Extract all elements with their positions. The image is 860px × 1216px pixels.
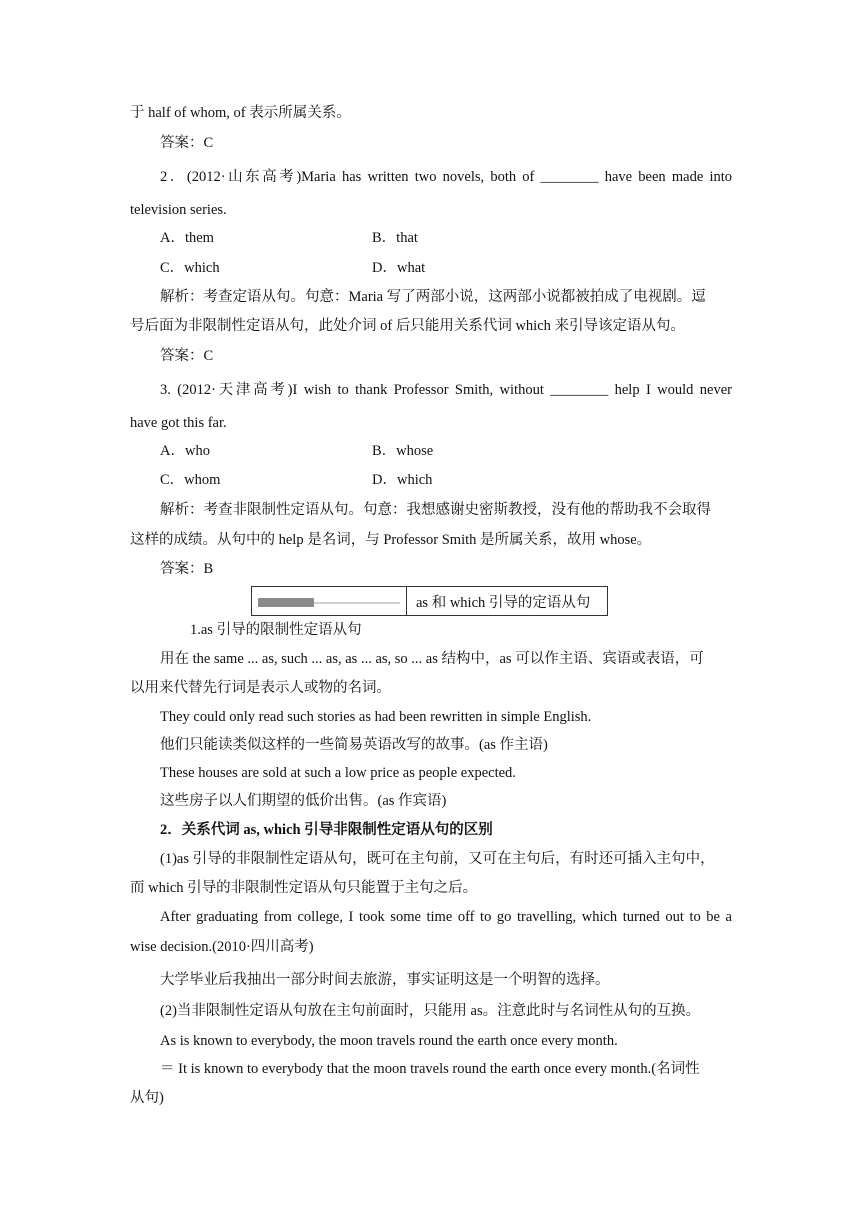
q3-explanation-2: 这样的成绩。从句中的 help 是名词，与 Professor Smith 是所属关系，故用 whose。 <box>130 532 652 548</box>
text-line: 于 half of whom, of 表示所属关系。 <box>130 105 351 121</box>
section-2-para-1a: (1)as 引导的非限制性定语从句，既可在主句前，又可在主句后，有时还可插入主句中， <box>160 851 715 867</box>
section-2-para-1b: 而 which 引导的非限制性定语从句只能置于主句之后。 <box>130 880 478 896</box>
knowledge-point-icon <box>258 598 314 607</box>
example-sentence: They could only read such stories as had been rewritten in simple English. <box>160 709 592 725</box>
q3-option-c: C．whom <box>160 472 221 488</box>
question-3-line-1: 3. (2012·天津高考)I wish to thank Professor Smith, without ________ help I would never <box>160 382 732 398</box>
q2-explanation-2: 号后面为非限制性定语从句，此处介词 of 后只能用关系代词 which 来引导该定语从句。 <box>130 318 686 334</box>
q2-explanation-1: 解析：考查定语从句。句意：Maria 写了两部小说，这两部小说都被拍成了电视剧。逗 <box>160 289 706 305</box>
question-2-line-1: 2．(2012·山东高考)Maria has written two novels, both of ________ have been made into <box>160 169 732 185</box>
example-translation: 大学毕业后我抽出一部分时间去旅游，事实证明这是一个明智的选择。 <box>160 972 610 988</box>
q2-option-b: B．that <box>372 230 418 246</box>
q2-answer: 答案：C <box>160 348 214 364</box>
knowledge-point-box <box>251 586 608 616</box>
section-1-heading: 1.as 引导的限制性定语从句 <box>190 622 362 638</box>
section-1-para-1: 用在 the same ... as, such ... as, as ... as, so ... as 结构中，as 可以作主语、宾语或表语，可 <box>160 651 704 667</box>
q3-option-b: B．whose <box>372 443 434 459</box>
q3-option-a: A．who <box>160 443 210 459</box>
knowledge-point-title: as 和 which 引导的定语从句 <box>416 595 591 611</box>
knowledge-point-label-cell <box>252 587 407 615</box>
example-sentence: After graduating from college, I took some time off to go travelling, which turned out to be a <box>160 909 732 925</box>
q2-option-c: C．which <box>160 260 220 276</box>
q3-explanation-1: 解析：考查非限制性定语从句。句意：我想感谢史密斯教授，没有他的帮助我不会取得 <box>160 502 711 518</box>
q3-option-d: D．which <box>372 472 433 488</box>
example-sentence: ＝ It is known to everybody that the moon travels round the earth once every month.(名词性 <box>160 1061 700 1077</box>
section-2-para-2: (2)当非限制性定语从句放在主句前面时，只能用 as。注意此时与名词性从句的互换。 <box>160 1003 701 1019</box>
q3-answer: 答案：B <box>160 561 214 577</box>
question-2-line-2: television series. <box>130 202 227 218</box>
example-sentence-cont: wise decision.(2010·四川高考) <box>130 939 314 955</box>
q2-option-d: D．what <box>372 260 426 276</box>
example-sentence-cont: 从句) <box>130 1090 164 1106</box>
example-translation: 这些房子以人们期望的低价出售。(as 作宾语) <box>160 793 447 809</box>
example-sentence: These houses are sold at such a low price as people expected. <box>160 765 516 781</box>
answer-line: 答案：C <box>160 135 214 151</box>
q2-option-a: A．them <box>160 230 214 246</box>
example-translation: 他们只能读类似这样的一些简易英语改写的故事。(as 作主语) <box>160 737 548 753</box>
section-1-para-2: 以用来代替先行词是表示人或物的名词。 <box>130 680 391 696</box>
divider <box>314 602 400 604</box>
section-2-heading: 2．关系代词 as, which 引导非限制性定语从句的区别 <box>160 822 493 838</box>
question-3-line-2: have got this far. <box>130 415 227 431</box>
example-sentence: As is known to everybody, the moon travels round the earth once every month. <box>160 1033 618 1049</box>
